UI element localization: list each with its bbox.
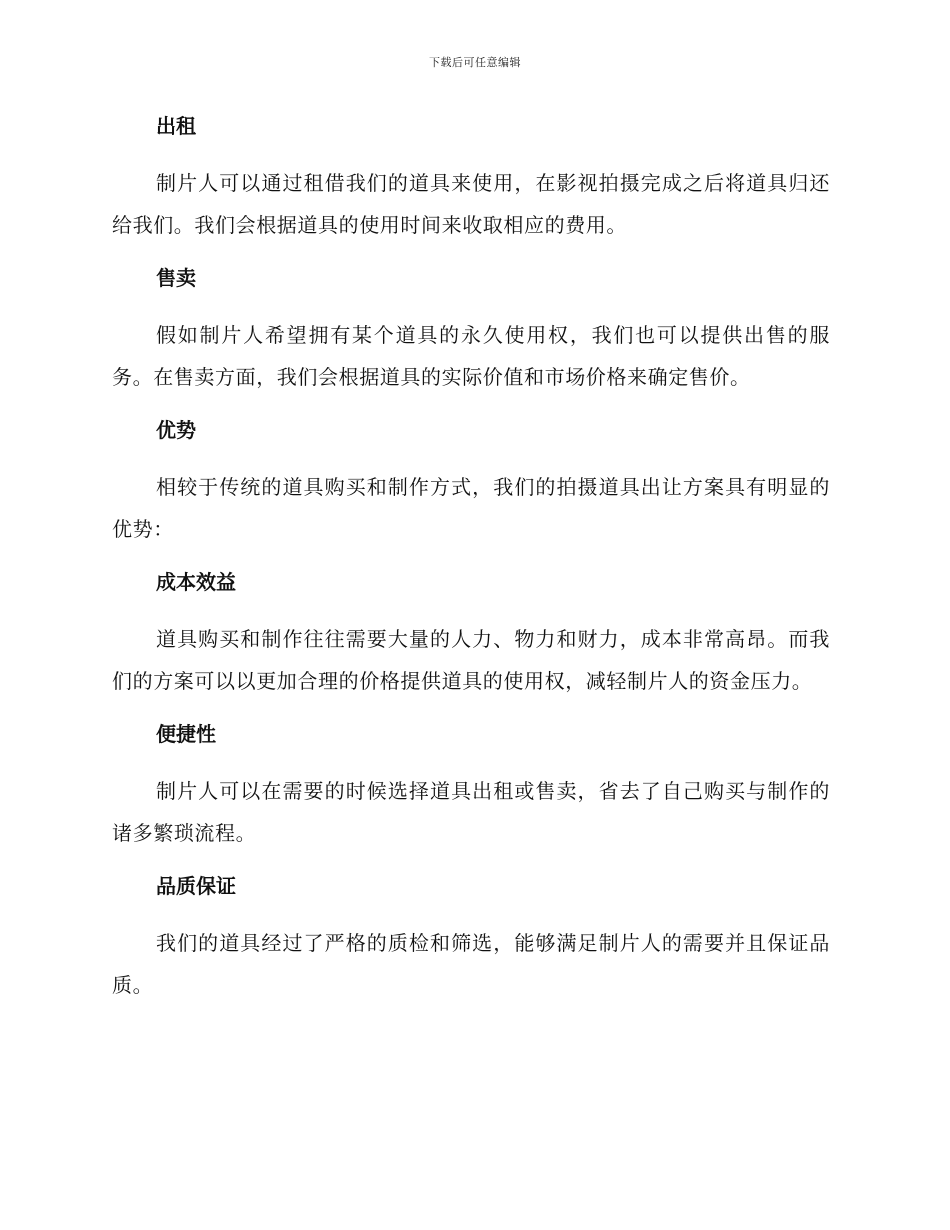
section-rental xyxy=(112,110,830,246)
section-advantages xyxy=(112,414,830,550)
section-convenience xyxy=(112,718,830,854)
document-body xyxy=(112,110,830,1022)
section-paragraph: 我们的道具经过了严格的质检和筛选，能够满足制片人的需要并且保证品质。 xyxy=(112,931,830,997)
section-heading: 出租 xyxy=(156,114,196,138)
section-heading: 便捷性 xyxy=(156,722,216,746)
section-paragraph: 制片人可以通过租借我们的道具来使用，在影视拍摄完成之后将道具归还给我们。我们会根据道具的使用时间来收取相应的费用。 xyxy=(112,171,830,237)
section-heading: 售卖 xyxy=(156,266,196,290)
section-paragraph: 假如制片人希望拥有某个道具的永久使用权，我们也可以提供出售的服务。在售卖方面，我们会根据道具的实际价值和市场价格来确定售价。 xyxy=(112,323,830,389)
header-note: 下载后可任意编辑 xyxy=(429,56,521,69)
section-heading: 成本效益 xyxy=(156,570,236,594)
section-quality-assurance xyxy=(112,870,830,1006)
section-paragraph: 道具购买和制作往往需要大量的人力、物力和财力，成本非常高昂。而我们的方案可以以更加合理的价格提供道具的使用权，减轻制片人的资金压力。 xyxy=(112,627,830,693)
section-heading: 优势 xyxy=(156,418,196,442)
section-heading: 品质保证 xyxy=(156,874,236,898)
section-sale xyxy=(112,262,830,398)
section-paragraph: 制片人可以在需要的时候选择道具出租或售卖，省去了自己购买与制作的诸多繁琐流程。 xyxy=(112,779,830,845)
section-paragraph: 相较于传统的道具购买和制作方式，我们的拍摄道具出让方案具有明显的优势： xyxy=(112,475,830,541)
section-cost-benefit xyxy=(112,566,830,702)
